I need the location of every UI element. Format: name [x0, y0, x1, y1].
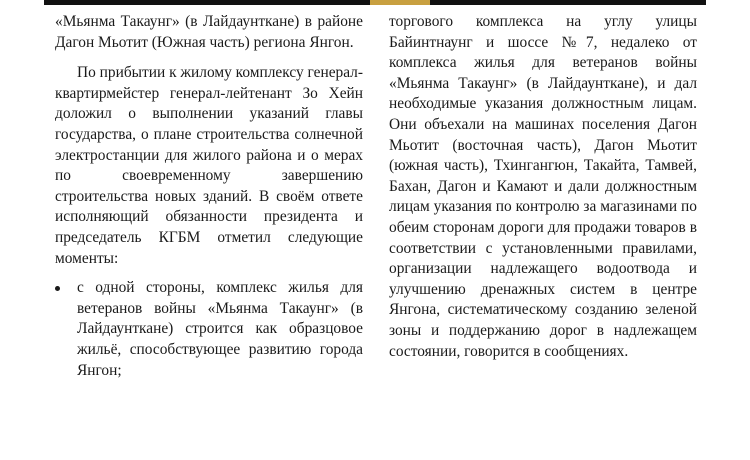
paragraph-continued: «Мьянма Такаунг» (в Лайдаунткане) в районе Дагон Мьотит (Южная часть) региона Янгон.	[55, 13, 363, 51]
list-item	[55, 278, 363, 381]
list-item-text: с одной стороны, комплекс жилья для ветеранов войны «Мьянма Такаунг» (в Лайдаунткане) строится как образцовое жильё, способствующее развитию города Янгон;	[77, 279, 363, 379]
right-column	[389, 12, 697, 362]
left-column	[55, 12, 363, 381]
paragraph-report: По прибытии к жилому комплексу генерал-квартирмейстер генерал-лейтенант Зо Хейн доложил о выполнении указаний главы государства, о плане строительства солнечной электростанции для жилого района и о мерах по своевременному завершению строительства новых зданий. В своём ответе исполняющий обязанности президента и председатель КГБМ отметил следующие моменты:	[55, 64, 363, 267]
bullet-list	[55, 278, 363, 381]
paragraph-inspection: торгового комплекса на углу улицы Байинтнаунг и шоссе №7, недалеко от комплекса жилья для ветеранов войны «Мьянма Такаунг» (в Лайдаунткане), и дал необходимые указания должностным лицам. Они объехали на машинах поселения Дагон Мьотит (восточная часть), Дагон Мьотит (южная часть), Тхингангюн, Такайта, Тамвей, Бахан, Дагон и Камают и дали должностным лицам указания по контролю за магазинами по обеим сторонам дороги для продажи товаров в соответствии с установленными правилами, организации надлежащего водоотвода и улучшению дренажных систем в центре Янгона, систематическому созданию зеленой зоны и поддержанию дорог в надлежащем состоянии, говорится в сообщениях.	[389, 13, 697, 360]
header-rule	[44, 0, 706, 5]
header-accent-mark	[370, 0, 430, 5]
bullet-icon	[55, 286, 60, 291]
